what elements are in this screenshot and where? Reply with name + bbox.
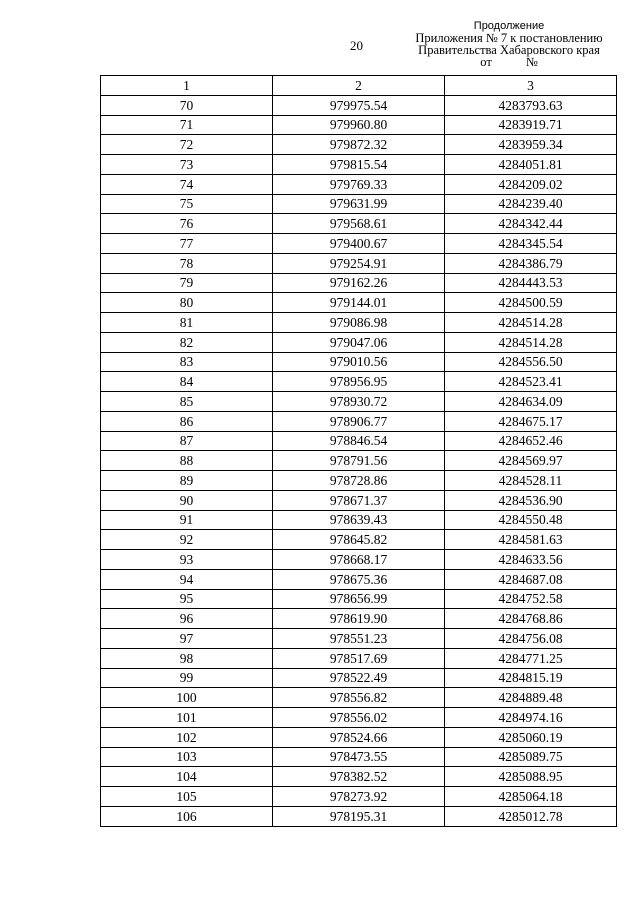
table-row <box>101 490 617 510</box>
date-label: от <box>480 55 492 69</box>
continuation-label: Продолжение <box>473 20 545 32</box>
x-coordinate-cell: 979162.26 <box>273 273 445 293</box>
y-coordinate-cell: 4284514.28 <box>445 313 617 333</box>
x-coordinate-cell: 978195.31 <box>273 806 445 826</box>
y-coordinate-cell: 4284523.41 <box>445 372 617 392</box>
y-coordinate-cell: 4284550.48 <box>445 510 617 530</box>
table-row <box>101 253 617 273</box>
point-number-cell: 98 <box>101 648 273 668</box>
y-coordinate-cell: 4285060.19 <box>445 727 617 747</box>
table-row <box>101 668 617 688</box>
page-number: 20 <box>350 38 363 53</box>
y-coordinate-cell: 4284974.16 <box>445 708 617 728</box>
y-coordinate-cell: 4284569.97 <box>445 451 617 471</box>
point-number-cell: 96 <box>101 609 273 629</box>
point-number-cell: 93 <box>101 550 273 570</box>
y-coordinate-cell: 4284345.54 <box>445 234 617 254</box>
number-label: № <box>525 55 538 69</box>
table-row <box>101 530 617 550</box>
y-coordinate-cell: 4284514.28 <box>445 332 617 352</box>
x-coordinate-cell: 978956.95 <box>273 372 445 392</box>
x-coordinate-cell: 978517.69 <box>273 648 445 668</box>
y-coordinate-cell: 4284768.86 <box>445 609 617 629</box>
x-coordinate-cell: 979631.99 <box>273 194 445 214</box>
point-number-cell: 81 <box>101 313 273 333</box>
x-coordinate-cell: 979960.80 <box>273 115 445 135</box>
point-number-cell: 87 <box>101 431 273 451</box>
y-coordinate-cell: 4284675.17 <box>445 411 617 431</box>
point-number-cell: 91 <box>101 510 273 530</box>
table-row <box>101 332 617 352</box>
table-row <box>101 609 617 629</box>
point-number-cell: 83 <box>101 352 273 372</box>
appendix-line-1: Приложения № 7 к постановлению <box>415 31 603 45</box>
point-number-cell: 71 <box>101 115 273 135</box>
table-row <box>101 194 617 214</box>
x-coordinate-cell: 978524.66 <box>273 727 445 747</box>
y-coordinate-cell: 4284687.08 <box>445 569 617 589</box>
point-number-cell: 77 <box>101 234 273 254</box>
y-coordinate-cell: 4284500.59 <box>445 293 617 313</box>
x-coordinate-cell: 979400.67 <box>273 234 445 254</box>
table-row <box>101 589 617 609</box>
x-coordinate-cell: 978728.86 <box>273 471 445 491</box>
y-coordinate-cell: 4284342.44 <box>445 214 617 234</box>
y-coordinate-cell: 4285012.78 <box>445 806 617 826</box>
x-coordinate-cell: 979815.54 <box>273 155 445 175</box>
table-row <box>101 708 617 728</box>
y-coordinate-cell: 4285088.95 <box>445 767 617 787</box>
point-number-cell: 92 <box>101 530 273 550</box>
y-coordinate-cell: 4284386.79 <box>445 253 617 273</box>
x-coordinate-cell: 978639.43 <box>273 510 445 530</box>
point-number-cell: 94 <box>101 569 273 589</box>
y-coordinate-cell: 4284771.25 <box>445 648 617 668</box>
x-coordinate-cell: 978846.54 <box>273 431 445 451</box>
x-coordinate-cell: 978273.92 <box>273 787 445 807</box>
y-coordinate-cell: 4284889.48 <box>445 688 617 708</box>
x-coordinate-cell: 978930.72 <box>273 392 445 412</box>
y-coordinate-cell: 4284536.90 <box>445 490 617 510</box>
x-coordinate-cell: 978668.17 <box>273 550 445 570</box>
table-row <box>101 629 617 649</box>
column-header: 1 <box>101 76 273 96</box>
y-coordinate-cell: 4283793.63 <box>445 95 617 115</box>
coordinates-table <box>100 75 617 827</box>
table-row <box>101 293 617 313</box>
point-number-cell: 103 <box>101 747 273 767</box>
point-number-cell: 85 <box>101 392 273 412</box>
column-header: 3 <box>445 76 617 96</box>
y-coordinate-cell: 4284634.09 <box>445 392 617 412</box>
x-coordinate-cell: 979769.33 <box>273 174 445 194</box>
table-row <box>101 727 617 747</box>
point-number-cell: 88 <box>101 451 273 471</box>
x-coordinate-cell: 978656.99 <box>273 589 445 609</box>
point-number-cell: 89 <box>101 471 273 491</box>
table-row <box>101 234 617 254</box>
y-coordinate-cell: 4283959.34 <box>445 135 617 155</box>
point-number-cell: 95 <box>101 589 273 609</box>
table-row <box>101 372 617 392</box>
point-number-cell: 105 <box>101 787 273 807</box>
y-coordinate-cell: 4284209.02 <box>445 174 617 194</box>
y-coordinate-cell: 4284581.63 <box>445 530 617 550</box>
table-row <box>101 174 617 194</box>
x-coordinate-cell: 979254.91 <box>273 253 445 273</box>
table-row <box>101 451 617 471</box>
x-coordinate-cell: 979086.98 <box>273 313 445 333</box>
x-coordinate-cell: 979144.01 <box>273 293 445 313</box>
table-row <box>101 806 617 826</box>
table-row <box>101 471 617 491</box>
y-coordinate-cell: 4283919.71 <box>445 115 617 135</box>
point-number-cell: 74 <box>101 174 273 194</box>
x-coordinate-cell: 978906.77 <box>273 411 445 431</box>
table-body <box>101 95 617 826</box>
table-row <box>101 747 617 767</box>
table-row <box>101 411 617 431</box>
y-coordinate-cell: 4284443.53 <box>445 273 617 293</box>
table-header-row <box>101 76 617 96</box>
table-row <box>101 313 617 333</box>
x-coordinate-cell: 978551.23 <box>273 629 445 649</box>
table-row <box>101 550 617 570</box>
x-coordinate-cell: 979975.54 <box>273 95 445 115</box>
x-coordinate-cell: 978791.56 <box>273 451 445 471</box>
y-coordinate-cell: 4284756.08 <box>445 629 617 649</box>
point-number-cell: 75 <box>101 194 273 214</box>
point-number-cell: 80 <box>101 293 273 313</box>
table-row <box>101 155 617 175</box>
table-row <box>101 787 617 807</box>
y-coordinate-cell: 4285064.18 <box>445 787 617 807</box>
point-number-cell: 104 <box>101 767 273 787</box>
point-number-cell: 82 <box>101 332 273 352</box>
point-number-cell: 78 <box>101 253 273 273</box>
y-coordinate-cell: 4284815.19 <box>445 668 617 688</box>
x-coordinate-cell: 978473.55 <box>273 747 445 767</box>
table-row <box>101 569 617 589</box>
point-number-cell: 101 <box>101 708 273 728</box>
table-row <box>101 392 617 412</box>
point-number-cell: 70 <box>101 95 273 115</box>
y-coordinate-cell: 4284051.81 <box>445 155 617 175</box>
x-coordinate-cell: 978556.82 <box>273 688 445 708</box>
x-coordinate-cell: 978382.52 <box>273 767 445 787</box>
point-number-cell: 90 <box>101 490 273 510</box>
table-row <box>101 352 617 372</box>
x-coordinate-cell: 978522.49 <box>273 668 445 688</box>
x-coordinate-cell: 979010.56 <box>273 352 445 372</box>
y-coordinate-cell: 4285089.75 <box>445 747 617 767</box>
table-row <box>101 767 617 787</box>
point-number-cell: 86 <box>101 411 273 431</box>
table-row <box>101 688 617 708</box>
point-number-cell: 102 <box>101 727 273 747</box>
table-row <box>101 95 617 115</box>
y-coordinate-cell: 4284528.11 <box>445 471 617 491</box>
table-row <box>101 510 617 530</box>
point-number-cell: 84 <box>101 372 273 392</box>
point-number-cell: 100 <box>101 688 273 708</box>
y-coordinate-cell: 4284633.56 <box>445 550 617 570</box>
table-row <box>101 431 617 451</box>
x-coordinate-cell: 979872.32 <box>273 135 445 155</box>
table-row <box>101 135 617 155</box>
table-row <box>101 648 617 668</box>
x-coordinate-cell: 978556.02 <box>273 708 445 728</box>
point-number-cell: 97 <box>101 629 273 649</box>
table-row <box>101 273 617 293</box>
x-coordinate-cell: 978675.36 <box>273 569 445 589</box>
point-number-cell: 72 <box>101 135 273 155</box>
appendix-header <box>404 20 614 68</box>
date-number-row <box>404 56 614 68</box>
appendix-line-2: Правительства Хабаровского края <box>418 43 600 57</box>
x-coordinate-cell: 978619.90 <box>273 609 445 629</box>
point-number-cell: 76 <box>101 214 273 234</box>
y-coordinate-cell: 4284752.58 <box>445 589 617 609</box>
x-coordinate-cell: 978645.82 <box>273 530 445 550</box>
table-row <box>101 214 617 234</box>
x-coordinate-cell: 979047.06 <box>273 332 445 352</box>
point-number-cell: 73 <box>101 155 273 175</box>
y-coordinate-cell: 4284556.50 <box>445 352 617 372</box>
point-number-cell: 106 <box>101 806 273 826</box>
x-coordinate-cell: 979568.61 <box>273 214 445 234</box>
table-row <box>101 115 617 135</box>
y-coordinate-cell: 4284239.40 <box>445 194 617 214</box>
column-header: 2 <box>273 76 445 96</box>
x-coordinate-cell: 978671.37 <box>273 490 445 510</box>
y-coordinate-cell: 4284652.46 <box>445 431 617 451</box>
point-number-cell: 99 <box>101 668 273 688</box>
point-number-cell: 79 <box>101 273 273 293</box>
